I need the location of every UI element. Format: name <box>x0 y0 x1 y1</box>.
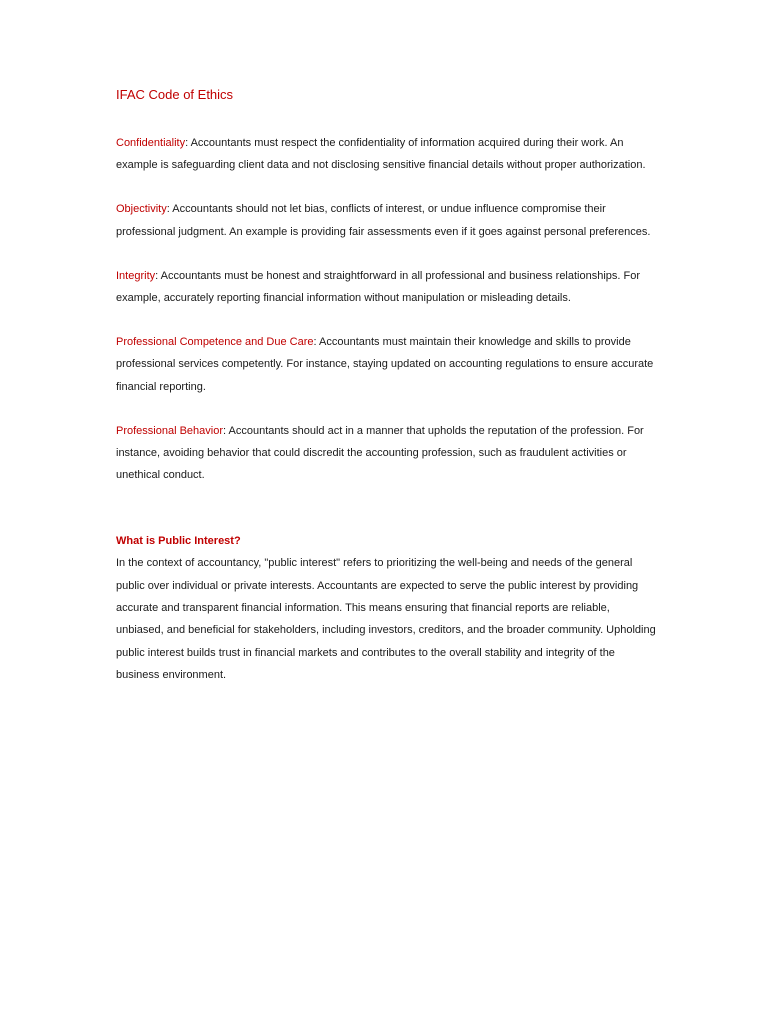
public-interest-body: In the context of accountancy, "public interest" refers to prioritizing the well-being and needs of the general public over individual or private interests. Accountants are expected to serve the public interest by providing accurate and transparent financial information. This means ensuring that financial reports are reliable, unbiased, and beneficial for stakeholders, including investors, creditors, and the broader community. Upholding public interest builds trust in financial markets and contributes to the overall stability and integrity of the business environment. <box>116 557 656 681</box>
document-page <box>116 84 656 686</box>
principle-behavior <box>116 420 656 487</box>
principle-text: : Accountants should act in a manner that upholds the reputation of the profession. For instance, avoiding behavior that could discredit the accounting profession, such as fraudulent activities or unethical conduct. <box>116 424 644 482</box>
document-title: IFAC Code of Ethics <box>116 87 234 102</box>
principle-integrity <box>116 265 656 309</box>
principle-text: : Accountants must respect the confidentiality of information acquired during their work. An example is safeguarding client data and not disclosing sensitive financial details without proper authorization. <box>116 137 646 172</box>
principle-text: : Accountants must maintain their knowledge and skills to provide professional services competently. For instance, staying updated on accounting regulations to ensure accurate financial reporting. <box>116 336 654 393</box>
principle-term: Objectivity <box>116 203 167 216</box>
principle-term: Professional Competence and Due Care <box>116 336 314 349</box>
principle-text: : Accountants must be honest and straightforward in all professional and business relationships. For example, accurately reporting financial information without manipulation or misleading details. <box>116 269 641 305</box>
public-interest-heading: What is Public Interest? <box>116 535 241 548</box>
section-spacer <box>116 508 656 530</box>
principle-term: Professional Behavior <box>116 424 224 437</box>
principle-term: Integrity <box>116 269 156 282</box>
principle-term: Confidentiality <box>116 137 186 149</box>
principle-competence <box>116 331 656 398</box>
principle-objectivity <box>116 198 656 242</box>
principle-confidentiality <box>116 132 656 176</box>
principle-text: : Accountants should not let bias, conflicts of interest, or undue influence compromise their professional judgment. An example is providing fair assessments even if it goes against personal preferences. <box>116 203 651 238</box>
